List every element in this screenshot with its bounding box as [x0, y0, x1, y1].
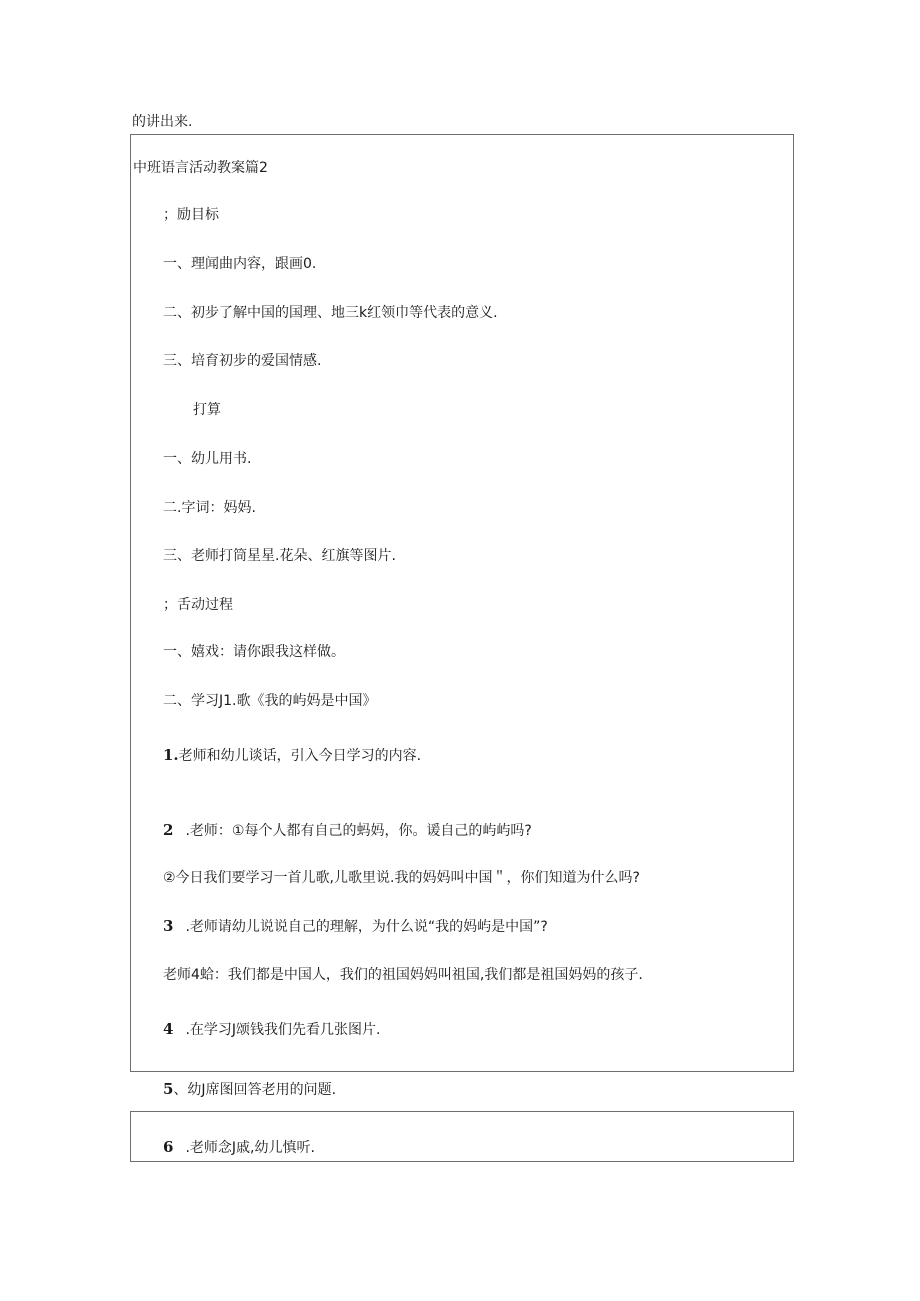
step-text: .在学习J颂钱我们先看几张图片. — [185, 1022, 381, 1038]
step-item — [163, 917, 548, 936]
step-text: 、幼J席图回答老用的问题. — [173, 1082, 337, 1098]
step-number: 2 — [163, 821, 174, 839]
process-item: 一、嬉戏：请你跟我这样做。 — [163, 644, 345, 660]
prep-item: 二.字词：妈妈. — [163, 500, 256, 516]
process-item: 二、学习J1.歌《我的屿妈是中国》 — [163, 693, 377, 709]
step-number: 5 — [163, 1080, 174, 1098]
step-item — [163, 821, 532, 840]
step-item — [163, 1020, 380, 1039]
step-text: ②今日我们要学习一首儿歌,儿歌里说.我的妈妈叫中国＂，你们知道为什么吗? — [163, 870, 640, 886]
goal-item: 二、初步了解中国的国理、地三k红领巾等代表的意义. — [163, 305, 498, 321]
step-item — [163, 1080, 336, 1099]
prep-heading: 打算 — [193, 402, 221, 418]
goal-item: 三、培育初步的爱国情感. — [163, 353, 322, 369]
step-number: 4 — [163, 1020, 174, 1038]
step-number: 1. — [163, 746, 179, 764]
intro-tail-text: 的讲出来. — [132, 114, 193, 130]
step-item — [163, 1138, 315, 1157]
step-text: 老师4蛤：我们都是中国人，我们的祖国妈妈叫祖国,我们都是祖国妈妈的孩子. — [163, 967, 643, 983]
step-text: 老师和幼儿谈话，引入今日学习的内容. — [178, 748, 422, 764]
step-text: .老师：①每个人都有自己的蚂妈，你。谖自己的屿屿吗? — [185, 823, 532, 839]
goal-item: 一、理闻曲内容，跟画0. — [163, 256, 317, 272]
step-text: .老师请幼儿说说自己的理解，为什么说“我的妈屿是中国”? — [185, 919, 548, 935]
prep-item: 三、老师打筒星星.花朵、红旗等图片. — [163, 548, 396, 564]
goal-heading: ；励目标 — [163, 207, 219, 223]
step-number: 3 — [163, 917, 174, 935]
page-title: 中班语言活动教案篇2 — [133, 160, 268, 176]
step-text: .老师念J戚,幼儿慎听. — [185, 1140, 315, 1156]
step-item — [163, 966, 643, 984]
step-item — [163, 869, 640, 887]
process-heading: ；舌动过程 — [163, 597, 233, 613]
prep-item: 一、幼儿用书. — [163, 451, 252, 467]
step-item — [163, 746, 421, 765]
step-number: 6 — [163, 1138, 174, 1156]
